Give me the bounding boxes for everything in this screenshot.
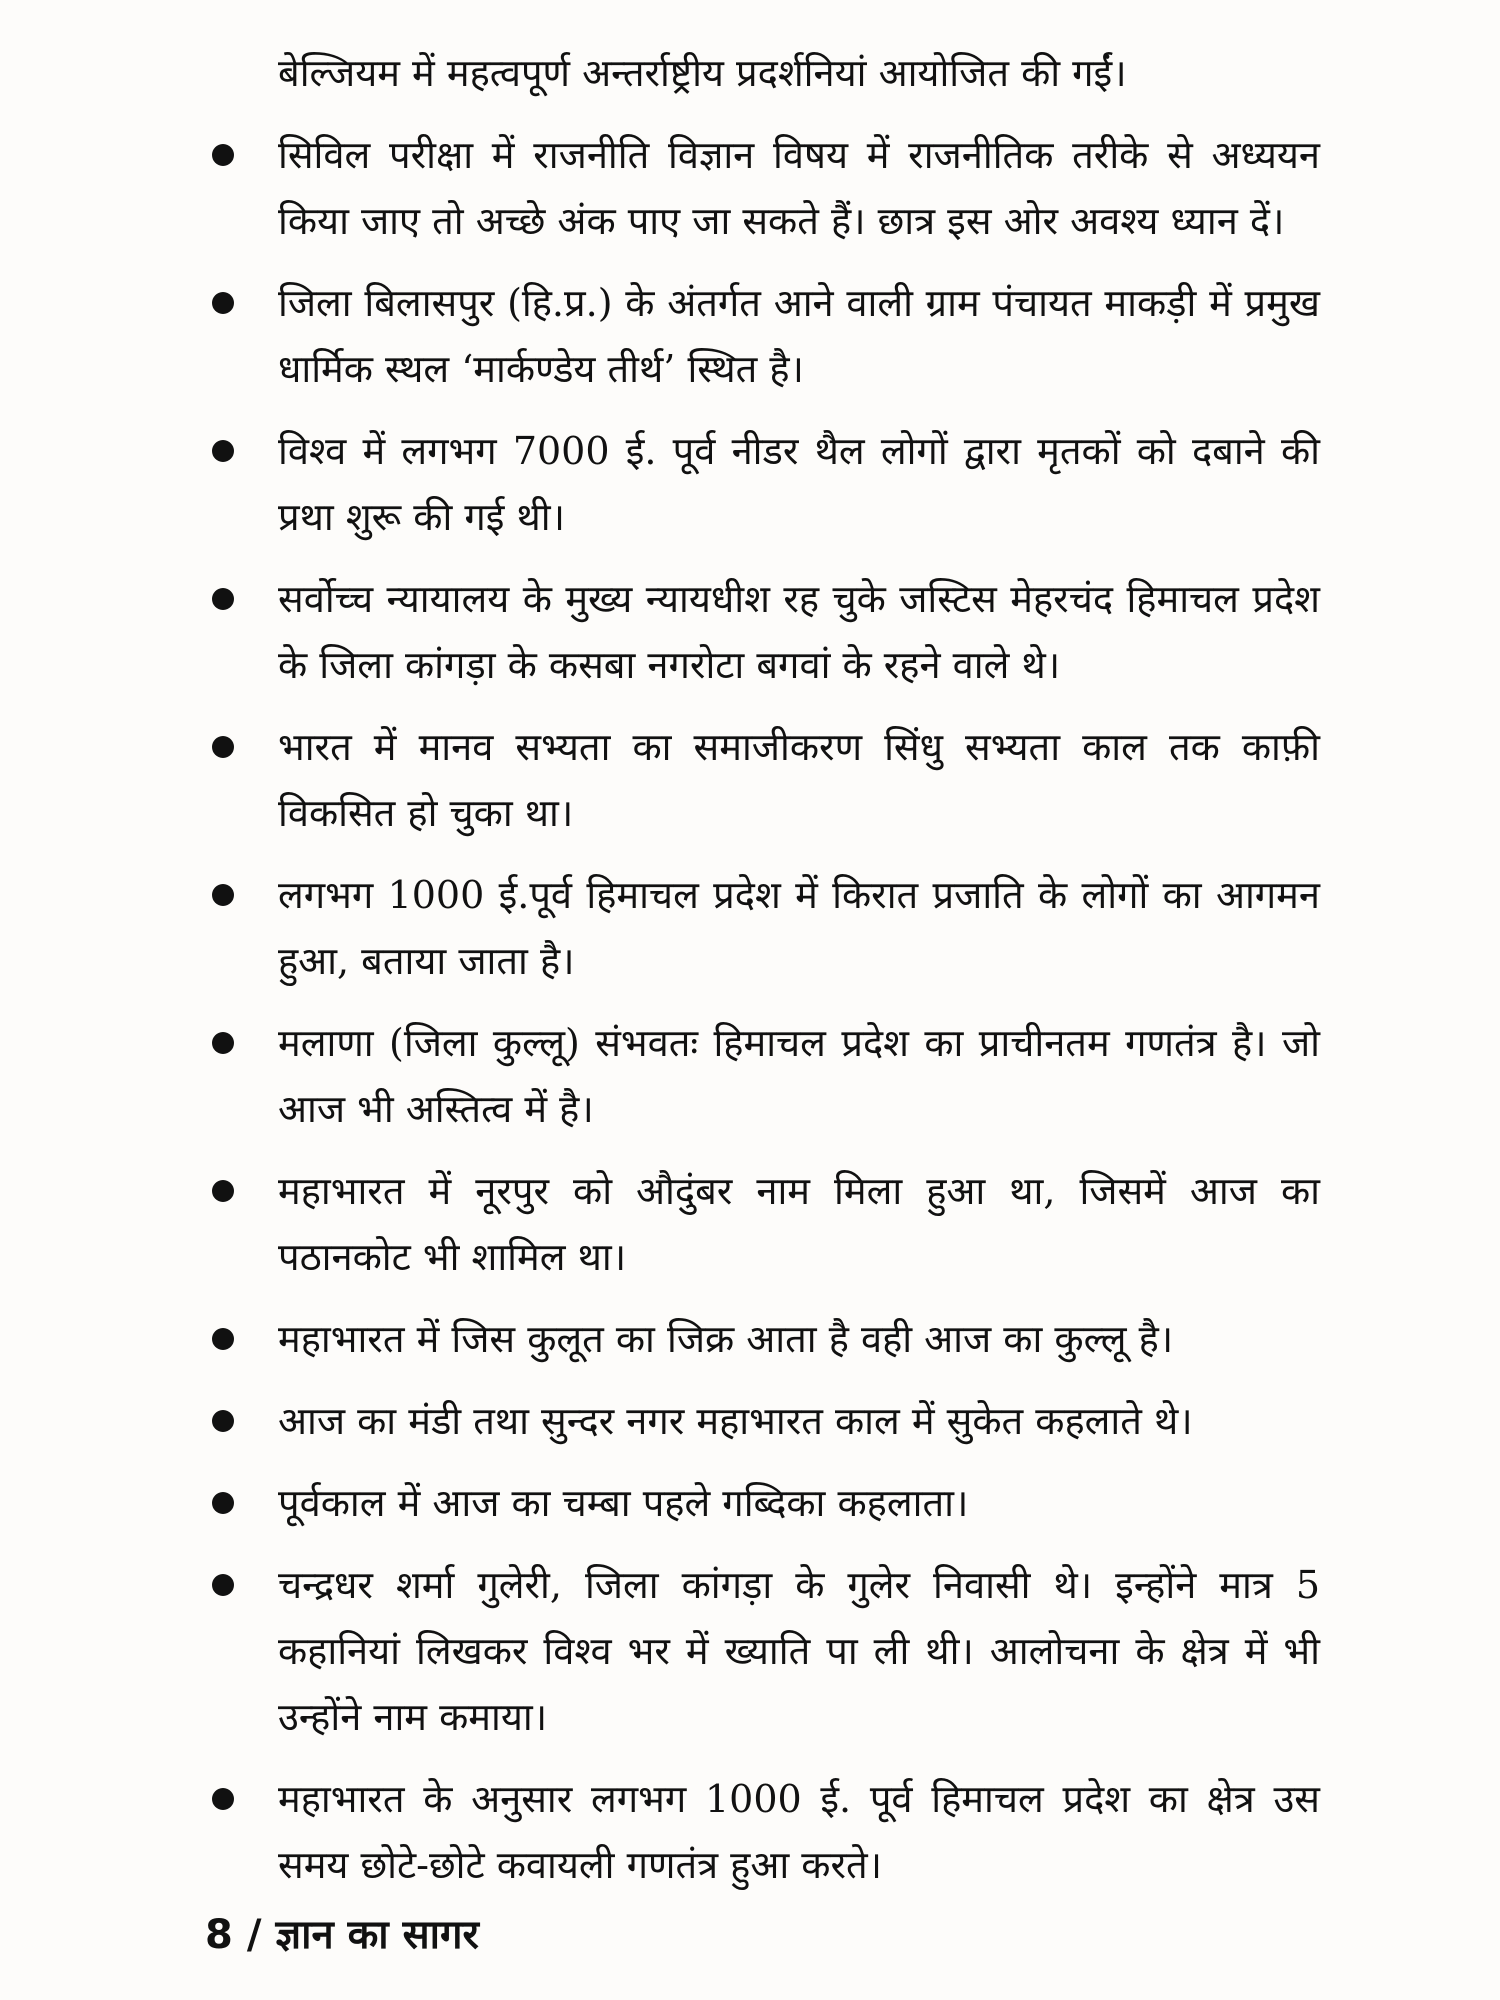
list-item-text: विश्व में लगभग 7000 ई. पूर्व नीडर थैल लोगों द्वारा मृतकों को दबाने की प्रथा शुरू की गई थी। [278,429,1320,539]
footer-separator: / [246,1912,262,1958]
bullet-dot-icon [212,292,234,314]
bullet-dot-icon [212,884,234,906]
list-item-text: भारत में मानव सभ्यता का समाजीकरण सिंधु सभ्यता काल तक काफ़ी विकसित हो चुका था। [278,725,1320,835]
bullet-dot-icon [212,144,234,166]
bullet-dot-icon [212,1410,234,1432]
list-item-text: महाभारत में नूरपुर को औदुंबर नाम मिला हुआ था, जिसमें आज का पठानकोट भी शामिल था। [278,1169,1320,1279]
intro-text: बेल्जियम में महत्वपूर्ण अन्तर्राष्ट्रीय प्रदर्शनियां आयोजित की गईं। [278,51,1127,95]
list-item-text: जिला बिलासपुर (हि.प्र.) के अंतर्गत आने वाली ग्राम पंचायत माकड़ी में प्रमुख धार्मिक स्थल ‘मार्कण्डेय तीर्थ’ स्थित है। [278,281,1320,391]
list-item [200,1158,1320,1290]
list-item [200,1470,1320,1536]
bullet-list [200,122,1320,1898]
bullet-dot-icon [212,588,234,610]
bullet-dot-icon [212,1788,234,1810]
list-item-text: पूर्वकाल में आज का चम्बा पहले गब्दिका कहलाता। [278,1481,969,1525]
list-item-text: चन्द्रधर शर्मा गुलेरी, जिला कांगड़ा के गुलेर निवासी थे। इन्होंने मात्र 5 कहानियां लिखकर विश्व भर में ख्याति पा ली थी। आलोचना के क्षेत्र में भी उन्होंने नाम कमाया। [278,1563,1320,1739]
list-item-text: सिविल परीक्षा में राजनीति विज्ञान विषय में राजनीतिक तरीके से अध्ययन किया जाए तो अच्छे अंक पाए जा सकते हैं। छात्र इस ओर अवश्य ध्यान दें। [278,133,1320,243]
book-title: ज्ञान का सागर [275,1912,479,1958]
list-item [200,1306,1320,1372]
list-item-text: महाभारत में जिस कुलूत का जिक्र आता है वही आज का कुल्लू है। [278,1317,1174,1361]
list-item [200,714,1320,846]
list-item-text: लगभग 1000 ई.पूर्व हिमाचल प्रदेश में किरात प्रजाति के लोगों का आगमन हुआ, बताया जाता है। [278,873,1320,983]
list-item-text: आज का मंडी तथा सुन्दर नगर महाभारत काल में सुकेत कहलाते थे। [278,1399,1193,1443]
list-item [200,862,1320,994]
page-number: 8 [205,1912,233,1958]
list-item [200,270,1320,402]
list-item [200,1388,1320,1454]
list-item [200,566,1320,698]
list-item-text: महाभारत के अनुसार लगभग 1000 ई. पूर्व हिमाचल प्रदेश का क्षेत्र उस समय छोटे-छोटे कवायली गणतंत्र हुआ करते। [278,1777,1320,1887]
list-item [200,1552,1320,1750]
list-item [200,122,1320,254]
list-item [200,1766,1320,1898]
list-item [200,418,1320,550]
page-content [200,40,1320,1914]
bullet-dot-icon [212,1328,234,1350]
bullet-dot-icon [212,1032,234,1054]
bullet-dot-icon [212,1492,234,1514]
bullet-dot-icon [212,736,234,758]
list-item-text: सर्वोच्च न्यायालय के मुख्य न्यायधीश रह चुके जस्टिस मेहरचंद हिमाचल प्रदेश के जिला कांगड़ा के कसबा नगरोटा बगवां के रहने वाले थे। [278,577,1320,687]
list-item [200,1010,1320,1142]
bullet-dot-icon [212,440,234,462]
page-footer [205,1905,479,1960]
list-item-text: मलाणा (जिला कुल्लू) संभवतः हिमाचल प्रदेश का प्राचीनतम गणतंत्र है। जो आज भी अस्तित्व में है। [278,1021,1320,1131]
bullet-dot-icon [212,1574,234,1596]
bullet-dot-icon [212,1180,234,1202]
